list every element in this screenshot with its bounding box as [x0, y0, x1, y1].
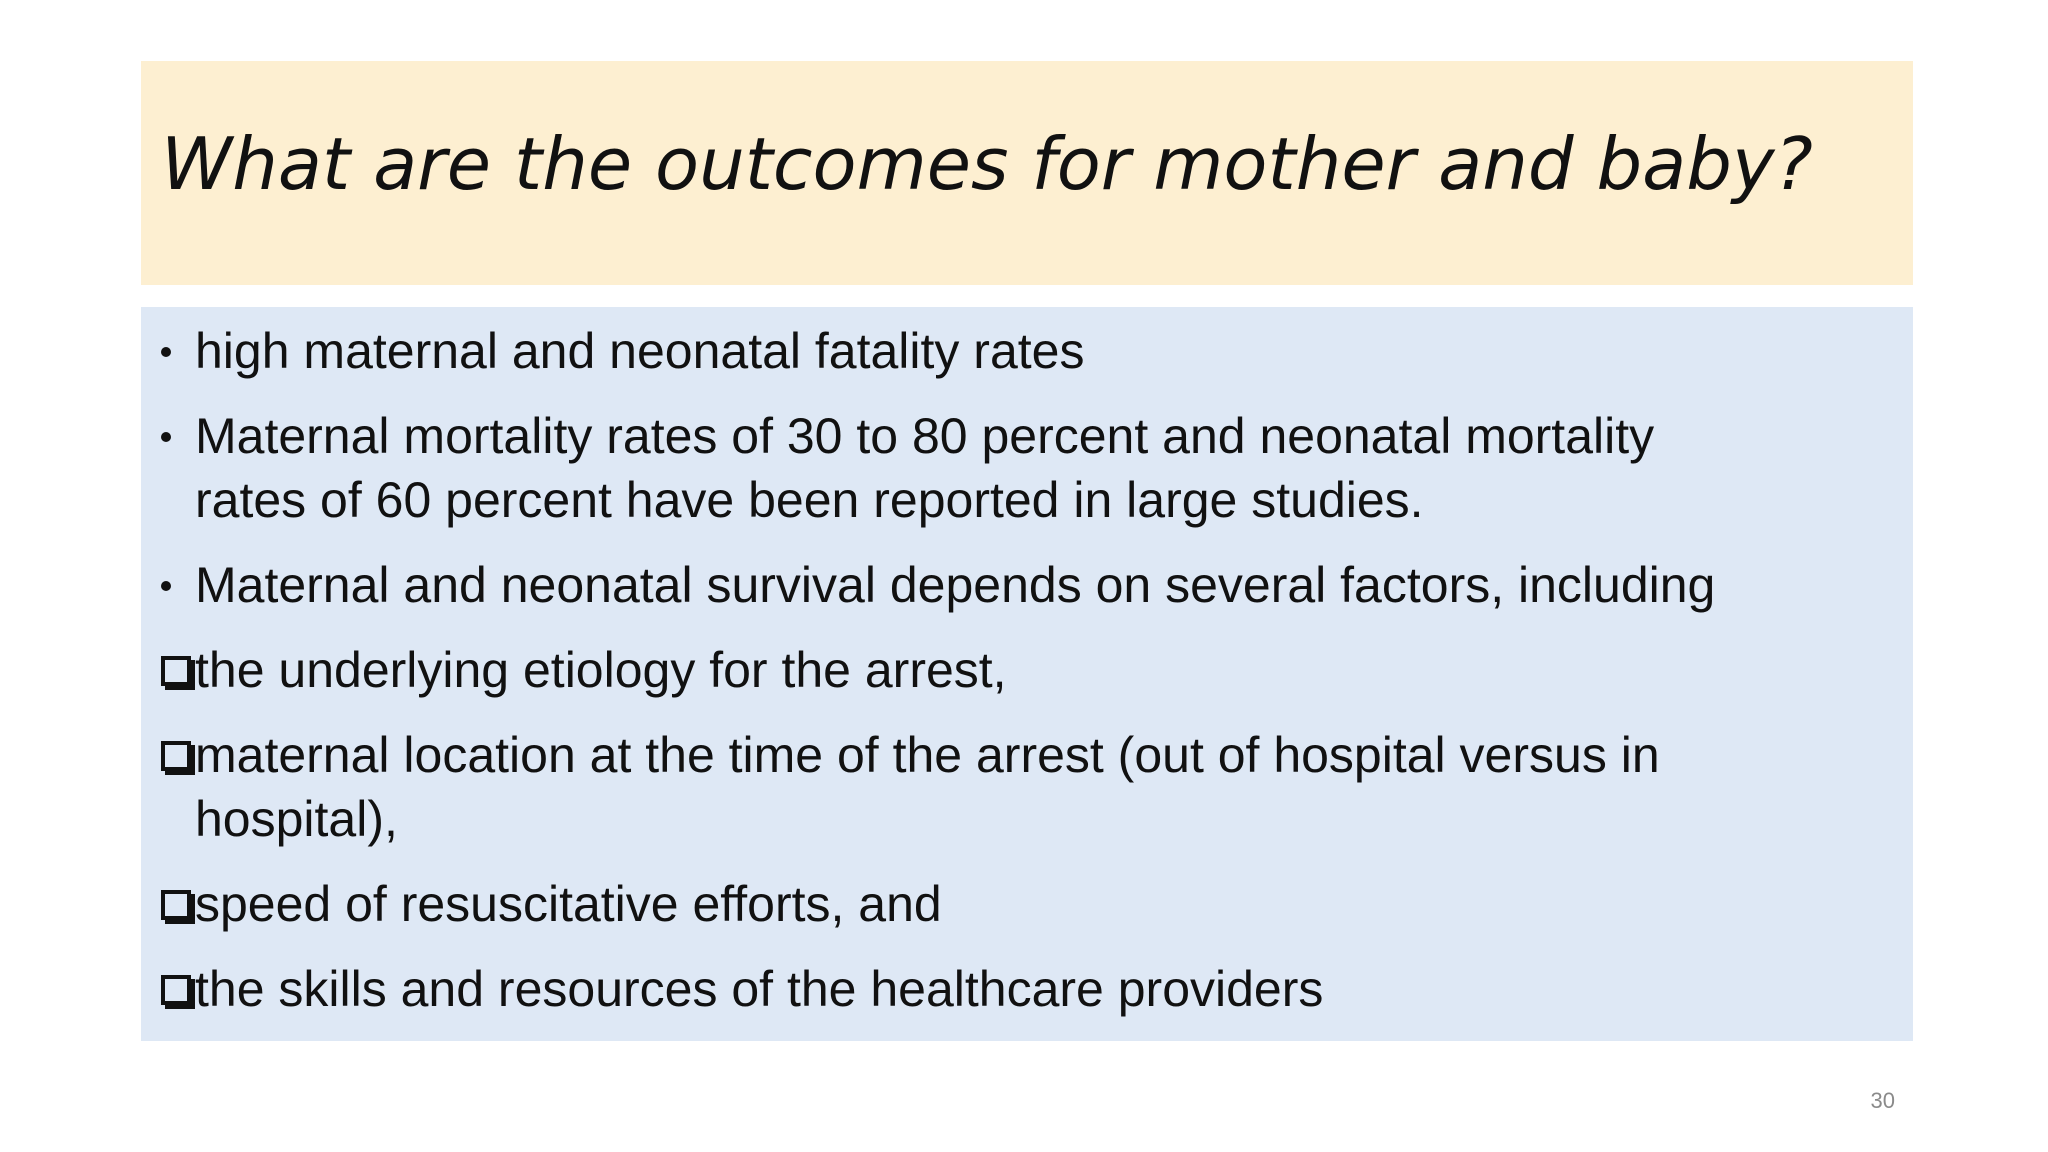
list-item-text: speed of resuscitative efforts, and	[195, 876, 942, 932]
checkbox-bullet-icon	[155, 723, 195, 787]
list-item-text: rates of 60 percent have been reported in large studies.	[195, 472, 1424, 528]
list-item-text: maternal location at the time of the arrest (out of hospital versus in	[195, 727, 1660, 783]
bullet-icon	[155, 319, 195, 383]
list-item	[141, 319, 1913, 383]
list-item-text: Maternal mortality rates of 30 to 80 percent and neonatal mortality	[195, 408, 1655, 464]
slide-title: What are the outcomes for mother and baby?	[161, 122, 1813, 206]
list-item	[141, 553, 1913, 617]
checkbox-bullet-icon	[155, 872, 195, 936]
list-item-text: high maternal and neonatal fatality rates	[195, 323, 1085, 379]
title-box	[141, 61, 1913, 285]
list-item	[141, 638, 1913, 702]
list-item	[141, 723, 1913, 851]
list-item-text: Maternal and neonatal survival depends on several factors, including	[195, 557, 1716, 613]
bullet-icon	[155, 404, 195, 468]
list-item-text: the underlying etiology for the arrest,	[195, 642, 1007, 698]
list-item	[141, 872, 1913, 936]
list-item-text: hospital),	[195, 791, 398, 847]
bullet-list	[141, 319, 1913, 1042]
list-item	[141, 404, 1913, 532]
list-item-text: the skills and resources of the healthcare providers	[195, 961, 1324, 1017]
list-item	[141, 957, 1913, 1021]
bullet-icon	[155, 553, 195, 617]
checkbox-bullet-icon	[155, 638, 195, 702]
page-number: 30	[1870, 1088, 1895, 1113]
content-box	[141, 307, 1913, 1041]
checkbox-bullet-icon	[155, 957, 195, 1021]
